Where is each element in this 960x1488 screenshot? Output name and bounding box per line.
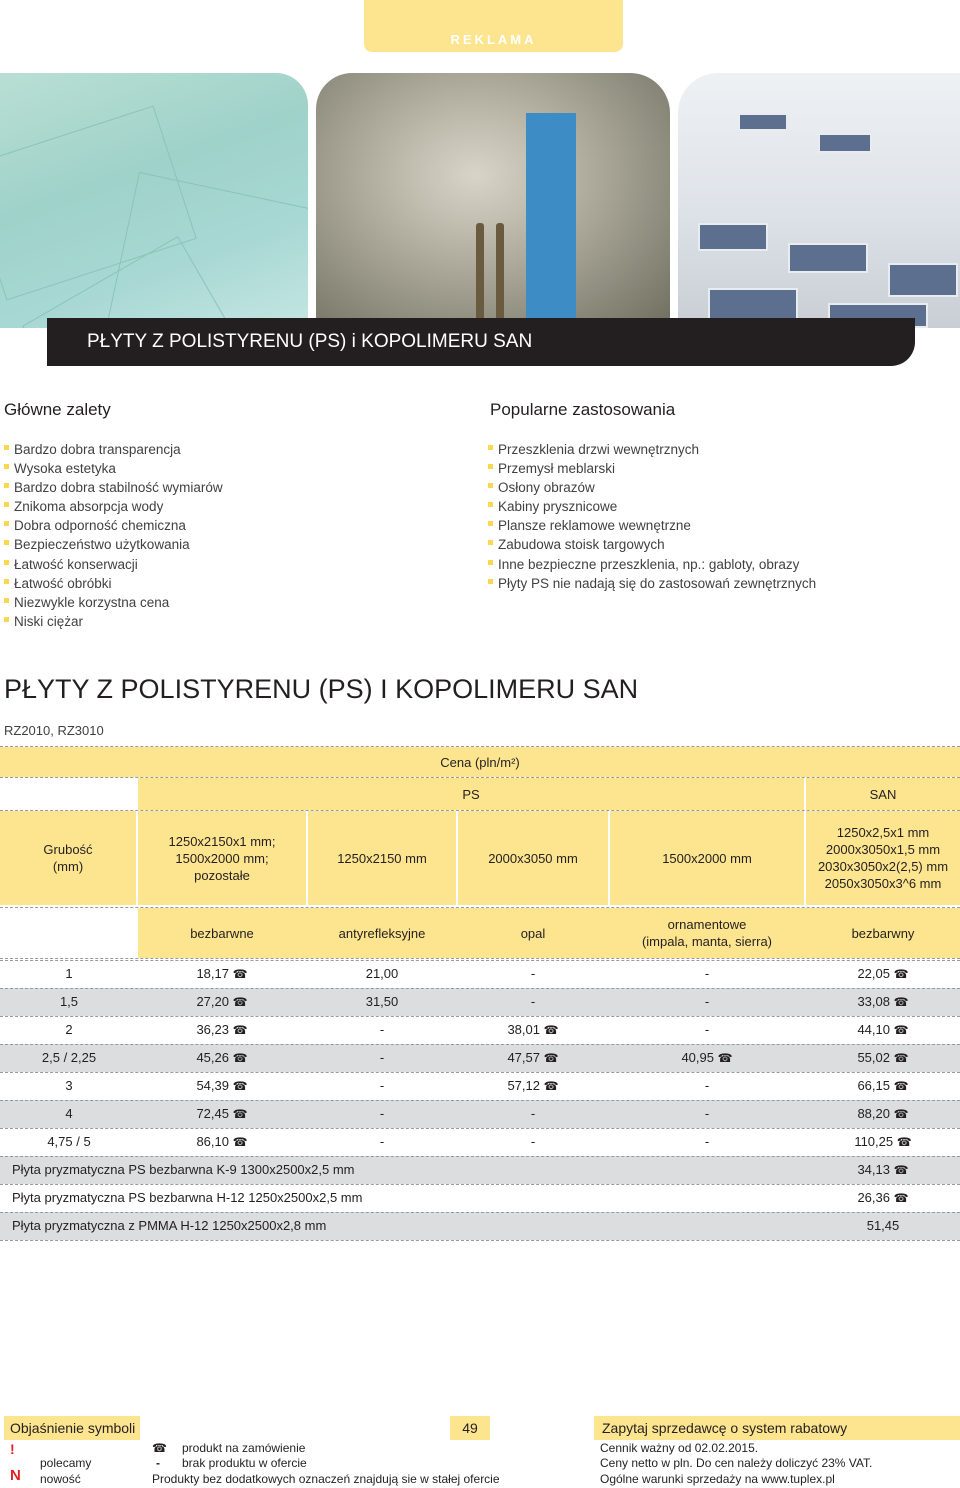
table-row	[0, 1072, 960, 1100]
row-divider	[0, 1184, 960, 1185]
type-header-4	[610, 908, 804, 958]
price-cell: 21,00	[365, 966, 399, 981]
new-label: nowość	[40, 1472, 81, 1486]
size-line: pozostałe	[194, 867, 250, 883]
row-divider	[0, 1240, 960, 1241]
phone-icon: ☎	[232, 1023, 248, 1037]
thickness-cell: 3	[65, 1078, 73, 1093]
thickness-unit: (mm)	[52, 859, 84, 874]
list-item: Przeszklenia drzwi wewnętrznych	[488, 440, 816, 459]
price-cell: 36,23 ☎	[196, 1022, 248, 1037]
phone-icon: ☎	[893, 995, 909, 1009]
price-cell: 38,01 ☎	[507, 1022, 559, 1037]
applications-heading: Popularne zastosowania	[490, 400, 676, 419]
list-item: Płyty PS nie nadają się do zastosowań zewnętrznych	[488, 574, 816, 593]
recommend-label: polecamy	[40, 1456, 92, 1470]
phone-icon: ☎	[232, 1079, 248, 1093]
phone-icon: ☎	[717, 1051, 733, 1065]
list-item: Łatwość konserwacji	[4, 555, 223, 574]
phone-icon: ☎	[543, 1051, 559, 1065]
row-divider	[0, 1128, 960, 1129]
price-cell: -	[379, 1134, 385, 1149]
phone-icon: ☎	[896, 1135, 912, 1149]
type-header-3: opal	[520, 925, 546, 941]
price-cell: -	[379, 1022, 385, 1037]
advantages-list	[4, 440, 223, 631]
row-divider	[0, 1156, 960, 1157]
price-cell: 45,26 ☎	[196, 1050, 248, 1065]
list-item: Zabudowa stoisk targowych	[488, 535, 816, 554]
size-line: 1500x2000 mm;	[175, 850, 269, 866]
phone-icon: ☎	[893, 967, 909, 981]
price-cell: -	[530, 994, 536, 1009]
price-header: Cena (pln/m²)	[0, 747, 960, 777]
phone-icon: ☎	[152, 1441, 167, 1455]
price-cell: -	[379, 1050, 385, 1065]
row-divider	[0, 1212, 960, 1213]
page-number: 49	[450, 1416, 490, 1440]
price-cell: -	[704, 1022, 710, 1037]
list-item: Kabiny prysznicowe	[488, 497, 816, 516]
price-cell: -	[704, 994, 710, 1009]
new-symbol: N	[10, 1467, 21, 1484]
price-cell: 40,95 ☎	[681, 1050, 733, 1065]
table-row	[0, 1016, 960, 1044]
photo-ceiling-panels	[678, 73, 960, 328]
phone-icon: ☎	[543, 1023, 559, 1037]
stock-note: Produkty bez dodatkowych oznaczeń znajdują sie w stałej ofercie	[152, 1472, 500, 1486]
phone-icon: ☎	[893, 1023, 909, 1037]
thickness-cell: 1,5	[59, 994, 79, 1009]
size-header-4: 1500x2000 mm	[662, 850, 752, 866]
size-header-5	[806, 811, 960, 905]
row-divider	[0, 960, 960, 961]
phone-icon: ☎	[893, 1079, 909, 1093]
phone-icon: ☎	[232, 967, 248, 981]
price-cell: -	[530, 1134, 536, 1149]
legend-title: Objaśnienie symboli	[4, 1416, 140, 1440]
san-group-header: SAN	[869, 786, 897, 802]
price-cell: -	[704, 1078, 710, 1093]
phone-icon: ☎	[232, 995, 248, 1009]
product-label: Płyta pryzmatyczna PS bezbarwna H-12 1250x2500x2,5 mm	[12, 1190, 363, 1205]
banner-title-bar	[47, 318, 915, 366]
price-cell: 54,39 ☎	[196, 1078, 248, 1093]
phone-icon: ☎	[232, 1107, 248, 1121]
price-valid: Cennik ważny od 02.02.2015.	[600, 1441, 759, 1455]
type-header-5: bezbarwny	[851, 925, 915, 941]
price-cell: 66,15 ☎	[857, 1078, 909, 1093]
list-item: Bezpieczeństwo użytkowania	[4, 535, 223, 554]
price-cell: 44,10 ☎	[857, 1022, 909, 1037]
size-line: 2050x3050x3^6 mm	[824, 876, 942, 891]
table-row	[0, 960, 960, 988]
price-cell: 47,57 ☎	[507, 1050, 559, 1065]
price-cell: 34,13 ☎	[857, 1162, 909, 1177]
table-row	[0, 1184, 960, 1212]
size-line: 2030x3050x2(2,5) mm	[817, 859, 949, 874]
list-item: Niezwykle korzystna cena	[4, 593, 223, 612]
row-divider	[0, 1100, 960, 1101]
list-item: Bardzo dobra transparencja	[4, 440, 223, 459]
price-cell: 26,36 ☎	[857, 1190, 909, 1205]
price-cell: -	[704, 1134, 710, 1149]
price-cell: 33,08 ☎	[857, 994, 909, 1009]
not-offered-label: brak produktu w ofercie	[182, 1456, 307, 1470]
price-cell: 51,45	[866, 1218, 900, 1233]
product-label: Płyta pryzmatyczna z PMMA H-12 1250x2500x2,8 mm	[12, 1218, 327, 1233]
list-item: Znikoma absorpcja wody	[4, 497, 223, 516]
price-cell: 110,25 ☎	[854, 1134, 912, 1149]
table-row	[0, 1100, 960, 1128]
list-item: Wysoka estetyka	[4, 459, 223, 478]
price-cell: -	[379, 1106, 385, 1121]
price-cell: -	[379, 1078, 385, 1093]
ps-group-header: PS	[462, 786, 480, 802]
price-cell: -	[530, 1106, 536, 1121]
price-cell: -	[704, 1106, 710, 1121]
price-cell: 22,05 ☎	[857, 966, 909, 981]
size-line: 1250x2,5x1 mm	[836, 825, 930, 840]
list-item: Inne bezpieczne przeszklenia, np.: gabloty, obrazy	[488, 555, 816, 574]
size-line: 1250x2150x1 mm;	[168, 833, 276, 849]
dash-symbol: -	[156, 1456, 160, 1470]
table-row	[0, 1128, 960, 1156]
photo-glass-door	[316, 73, 670, 328]
size-line: 2000x3050x1,5 mm	[825, 842, 941, 857]
table-row	[0, 988, 960, 1016]
list-item: Plansze reklamowe wewnętrzne	[488, 516, 816, 535]
section-title: PŁYTY Z POLISTYRENU (PS) I KOPOLIMERU SAN	[4, 674, 639, 704]
phone-icon: ☎	[543, 1079, 559, 1093]
size-header-1	[138, 811, 306, 905]
list-item: Dobra odporność chemiczna	[4, 516, 223, 535]
advantages-heading: Główne zalety	[4, 400, 111, 419]
ad-label: REKLAMA	[450, 32, 537, 47]
phone-icon: ☎	[893, 1107, 909, 1121]
applications-list	[488, 440, 816, 593]
type-line: (impala, manta, sierra)	[641, 934, 773, 949]
price-cell: 18,17 ☎	[196, 966, 248, 981]
type-header-2: antyrefleksyjne	[338, 925, 426, 941]
sale-terms: Ogólne warunki sprzedaży na www.tuplex.pl	[600, 1472, 835, 1486]
thickness-cell: 2	[65, 1022, 73, 1037]
thickness-cell: 4	[65, 1106, 73, 1121]
phone-icon: ☎	[232, 1135, 248, 1149]
phone-icon: ☎	[893, 1163, 909, 1177]
thickness-cell: 4,75 / 5	[47, 1134, 91, 1149]
row-divider	[0, 1044, 960, 1045]
on-order-label: produkt na zamówienie	[182, 1441, 306, 1455]
list-item: Łatwość obróbki	[4, 574, 223, 593]
table-row	[0, 1156, 960, 1184]
rebate-title: Zapytaj sprzedawcę o system rabatowy	[594, 1416, 960, 1440]
type-line: ornamentowe	[667, 917, 747, 932]
price-cell: 27,20 ☎	[196, 994, 248, 1009]
table-row	[0, 1212, 960, 1240]
row-divider	[0, 1016, 960, 1017]
phone-icon: ☎	[232, 1051, 248, 1065]
price-cell: 86,10 ☎	[196, 1134, 248, 1149]
thickness-header	[0, 811, 136, 905]
size-header-2: 1250x2150 mm	[337, 850, 427, 866]
price-cell: 57,12 ☎	[507, 1078, 559, 1093]
phone-icon: ☎	[893, 1051, 909, 1065]
photo-plates	[0, 73, 308, 328]
row-divider	[0, 1072, 960, 1073]
list-item: Niski ciężar	[4, 612, 223, 631]
list-item: Bardzo dobra stabilność wymiarów	[4, 478, 223, 497]
thickness-label: Grubość	[43, 842, 93, 857]
price-cell: 55,02 ☎	[857, 1050, 909, 1065]
price-cell: -	[530, 966, 536, 981]
banner-title: PŁYTY Z POLISTYRENU (PS) i KOPOLIMERU SAN	[87, 331, 533, 352]
price-cell: 72,45 ☎	[196, 1106, 248, 1121]
price-cell: 31,50	[365, 994, 399, 1009]
size-header-3: 2000x3050 mm	[488, 850, 578, 866]
thickness-cell: 1	[65, 966, 73, 981]
phone-icon: ☎	[893, 1191, 909, 1205]
list-item: Przemysł meblarski	[488, 459, 816, 478]
table-row	[0, 1044, 960, 1072]
thickness-cell: 2,5 / 2,25	[41, 1050, 97, 1065]
recommend-symbol: !	[10, 1441, 15, 1457]
product-label: Płyta pryzmatyczna PS bezbarwna K-9 1300x2500x2,5 mm	[12, 1162, 355, 1177]
section-subtitle: RZ2010, RZ3010	[4, 723, 104, 738]
row-divider	[0, 988, 960, 989]
price-cell: -	[704, 966, 710, 981]
net-prices: Ceny netto w pln. Do cen należy doliczyć 23% VAT.	[600, 1456, 873, 1470]
list-item: Osłony obrazów	[488, 478, 816, 497]
price-cell: 88,20 ☎	[857, 1106, 909, 1121]
ad-tab	[364, 0, 623, 52]
type-header-1: bezbarwne	[190, 925, 254, 941]
